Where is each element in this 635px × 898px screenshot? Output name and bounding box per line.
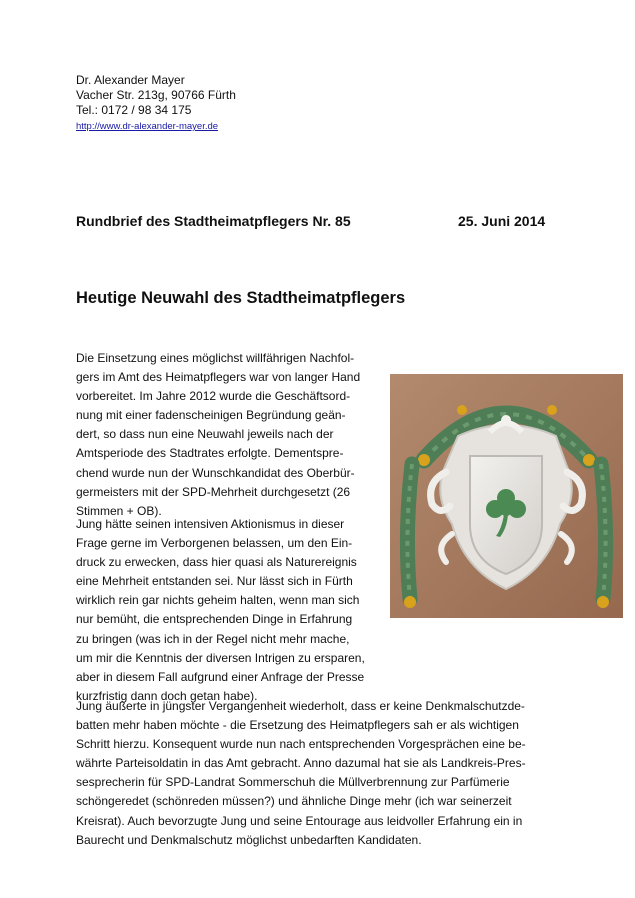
author-name: Dr. Alexander Mayer [76,73,185,87]
text-line: währte Parteisoldatin in das Amt gebracht. Anno dazumal hat sie als Landkreis-Pres- [76,756,526,771]
text-line: wirklich rein gar nichts geheim halten, wenn man sich [76,593,360,608]
gold-ornament [547,405,557,415]
text-line: batten mehr haben möchte - die Ersetzung des Heimatpflegers sah er als wichtigen [76,718,519,733]
text-line: Stimmen + OB). [76,503,162,518]
article-heading: Heutige Neuwahl des Stadtheimatpflegers [76,289,406,307]
coat-of-arms-photo [390,374,623,618]
gold-ornament [597,596,609,608]
text-line: um mir die Kenntnis der diversen Intrigen zu ersparen, [76,650,365,665]
text-line: nung mit einer fadenscheinigen Begründung geän- [76,408,346,423]
website-link[interactable]: http://www.dr-alexander-mayer.de [76,121,219,132]
text-line: Schritt hierzu. Konsequent wurde nun nach entsprechenden Vorgesprächen eine be- [76,737,526,752]
crest-knob [501,415,511,425]
text-line: schöngeredet (schönreden müssen?) und ähnliche Dinge mehr (ich war seinerzeit [76,794,512,809]
text-line: Amtsperiode des Stadtrates erfolgte. Dementspre- [76,446,344,461]
contact-block [76,73,236,134]
text-line: druck zu erwecken, dass hier quasi als Naturereignis [76,555,357,570]
article-paragraph-2 [76,515,388,706]
gold-ornament [418,454,430,466]
text-line: zu bringen (was ich in der Regel nicht mehr mache, [76,631,350,646]
text-line: sesprecherin für SPD-Landrat Sommerschuh die Müllverbrennung zur Parfümerie [76,775,510,790]
text-line: eine Mehrheit entstanden sei. Nur lässt sich in Fürth [76,574,353,589]
article-paragraph-1 [76,349,388,521]
text-line: germeisters mit der SPD-Mehrheit durchgesetzt (26 [76,484,351,499]
gold-ornament [404,596,416,608]
text-line: kurzfristig dann doch getan habe). [76,688,258,703]
newsletter-title: Rundbrief des Stadtheimatpflegers Nr. 85 [76,213,351,229]
text-line: Frage gerne im Verborgenen belassen, um den Ein- [76,536,353,551]
text-line: Jung hätte seinen intensiven Aktionismus in dieser [76,517,345,531]
text-line: Jung äußerte in jüngster Vergangenheit wiederholt, dass er keine Denkmalschutzde- [76,699,525,713]
gold-ornament [457,405,467,415]
author-address: Vacher Str. 213g, 90766 Fürth [76,88,236,102]
text-line: chend wurde nun der Wunschkandidat des Oberbür- [76,465,355,480]
author-phone: Tel.: 0172 / 98 34 175 [76,103,192,117]
text-line: dert, so dass nun eine Neuwahl jeweils nach der [76,427,334,442]
text-line: vorbereitet. Im Jahre 2012 wurde die Geschäftsord- [76,389,351,404]
text-line: Baurecht und Denkmalschutz möglichst unbedarften Kandidaten. [76,832,422,847]
article-paragraph-3 [76,697,558,850]
coat-of-arms-cloverleaf-icon [390,374,623,618]
text-line: Die Einsetzung eines möglichst willfährigen Nachfol- [76,351,355,365]
text-line: gers im Amt des Heimatpflegers war von langer Hand [76,370,361,385]
gold-ornament [583,454,595,466]
text-line: Kreisrat). Auch bevorzugte Jung und seine Entourage aus leidvoller Erfahrung ein in [76,813,523,828]
text-line: aber in diesem Fall aufgrund einer Anfrage der Presse [76,669,365,684]
text-line: nur bemüht, die entsprechenden Dinge in Erfahrung [76,612,353,627]
newsletter-date: 25. Juni 2014 [458,213,546,229]
